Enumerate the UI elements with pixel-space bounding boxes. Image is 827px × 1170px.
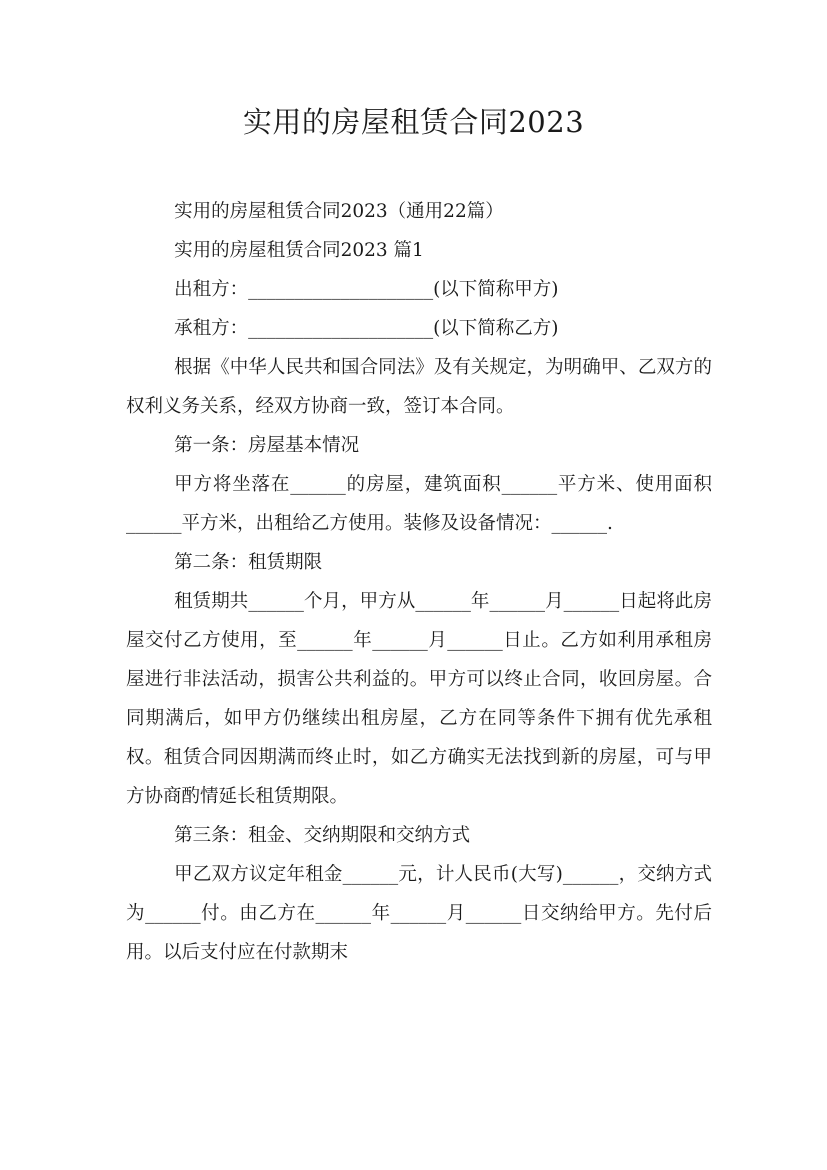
paragraph-article-3-body: 甲乙双方议定年租金______元，计人民币(大写)______，交纳方式为______付。由乙方在______年______月______日交纳给甲方。先付后用。以后支付应在付款期末 xyxy=(126,864,712,963)
document-body xyxy=(126,192,712,972)
paragraph-chapter-heading: 实用的房屋租赁合同2023 篇1 xyxy=(174,240,424,261)
paragraph-article-2-heading: 第二条：租赁期限 xyxy=(174,552,323,573)
paragraph-article-2-body: 租赁期共______个月，甲方从______年______月______日起将此房屋交付乙方使用，至______年______月______日止。乙方如利用承租房屋进行非法活动，损害公共利益的。甲方可以终止合同，收回房屋。合同期满后，如甲方仍继续出租房屋，乙方在同等条件下拥有优先承租权。租赁合同因期满而终止时，如乙方确实无法找到新的房屋，可与甲方协商酌情延长租赁期限。 xyxy=(126,591,712,807)
paragraph-lessee: 承租方：____________________(以下简称乙方) xyxy=(174,318,559,339)
paragraph-article-1-heading: 第一条：房屋基本情况 xyxy=(174,435,360,456)
paragraph-article-1-body: 甲方将坐落在______的房屋，建筑面积______平方米、使用面积______平方米，出租给乙方使用。装修及设备情况：______. xyxy=(126,474,712,534)
paragraph-lessor: 出租方：____________________(以下简称甲方) xyxy=(174,279,559,300)
paragraph-article-3-heading: 第三条：租金、交纳期限和交纳方式 xyxy=(174,825,471,846)
paragraph-preamble: 根据《中华人民共和国合同法》及有关规定，为明确甲、乙双方的权利义务关系，经双方协商一致，签订本合同。 xyxy=(126,357,712,417)
paragraph-subtitle: 实用的房屋租赁合同2023（通用22篇） xyxy=(174,201,504,222)
document-title: 实用的房屋租赁合同2023 xyxy=(242,105,585,139)
